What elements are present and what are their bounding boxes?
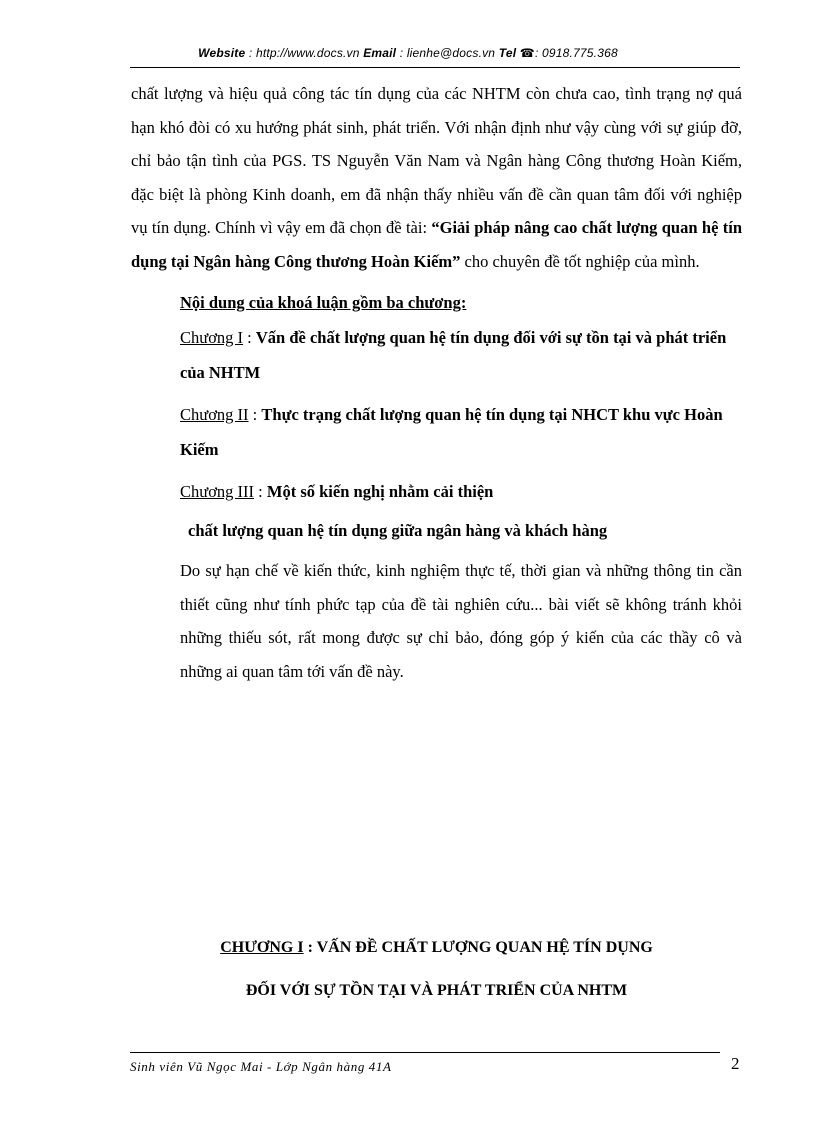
page-body xyxy=(131,77,742,688)
intro-text-b: cho chuyên đề tốt nghiệp của mình. xyxy=(460,251,700,271)
footer-divider xyxy=(130,1052,720,1053)
page-number: 2 xyxy=(731,1054,740,1073)
chapter-3-continuation: chất lượng quan hệ tín dụng giữa ngân hàng và khách hàng xyxy=(188,521,608,540)
chapter-2-label: Chương II xyxy=(180,405,249,424)
footer-author: Sinh viên Vũ Ngọc Mai - Lớp Ngân hàng 41A xyxy=(130,1059,392,1074)
page-header xyxy=(0,46,816,60)
outline-heading-row xyxy=(131,285,742,320)
outline-heading: Nội dung của khoá luận gồm ba chương: xyxy=(180,293,467,312)
phone-icon: ☎ xyxy=(519,46,535,60)
chapter-2-title: Thực trạng chất lượng quan hệ tín dụng tại NHCT khu vực Hoàn Kiếm xyxy=(180,405,723,459)
chapter-3-entry xyxy=(131,474,742,509)
chapter-1-label: Chương I xyxy=(180,328,244,347)
chapter-3-title: Một số kiến nghị nhằm cải thiện xyxy=(266,482,494,501)
email-value[interactable]: : lienhe@docs.vn xyxy=(399,46,496,60)
chapter-heading-label: CHƯƠNG I xyxy=(220,939,304,956)
chapter-3-label: Chương III xyxy=(180,482,255,501)
tel-label: Tel xyxy=(498,46,517,60)
chapter-heading-line-2: ĐỐI VỚI SỰ TỒN TẠI VÀ PHÁT TRIỂN CỦA NHTM xyxy=(245,982,628,999)
intro-text-a: chất lượng và hiệu quả công tác tín dụng của các NHTM còn chưa cao, tình trạng nợ quá hạn khó đòi có xu hướng phát sinh, phát triển. Với nhận định như vậy cùng với sự giúp đỡ, chỉ bảo tận tình của PGS. TS Nguyễn Văn Nam và Ngân hàng Công thương Hoàn Kiếm, đặc biệt là phòng Kinh doanh, em đã nhận thấy nhiều vấn đề cần quan tâm đối với nghiệp vụ tín dụng. Chính vì vậy em đã chọn đề tài: xyxy=(131,84,742,237)
chapter-heading-line-1 xyxy=(131,926,742,969)
website-label: Website xyxy=(198,46,246,60)
chapter-2-sep: : xyxy=(248,405,262,424)
chapter-2-entry xyxy=(131,397,742,467)
tel-value: : 0918.775.368 xyxy=(534,46,618,60)
chapter-heading-title-1: : VẤN ĐỀ CHẤT LƯỢNG QUAN HỆ TÍN DỤNG xyxy=(303,939,653,956)
email-label: Email xyxy=(363,46,397,60)
closing-paragraph: Do sự hạn chế về kiến thức, kinh nghiệm thực tế, thời gian và những thông tin cần thiết cũng như tính phức tạp của đề tài nghiên cứu... bài viết sẽ không tránh khỏi những thiếu sót, rất mong được sự chỉ bảo, đóng góp ý kiến của các thầy cô và những ai quan tâm tới vấn đề này. xyxy=(180,561,742,681)
chapter-1-entry xyxy=(131,320,742,390)
intro-paragraph xyxy=(131,77,742,278)
chapter-1-sep: : xyxy=(243,328,256,347)
header-divider xyxy=(130,67,740,68)
chapter-heading xyxy=(131,926,742,1012)
thesis-title: “Giải pháp nâng cao chất lượng quan hệ tín dụng tại Ngân hàng Công thương Hoàn Kiếm” xyxy=(131,218,742,271)
website-value[interactable]: : http://www.docs.vn xyxy=(248,46,360,60)
chapter-1-title: Vấn đề chất lượng quan hệ tín dụng đối với sự tồn tại và phát triển của NHTM xyxy=(180,328,727,382)
chapter-3-sep: : xyxy=(254,482,267,501)
